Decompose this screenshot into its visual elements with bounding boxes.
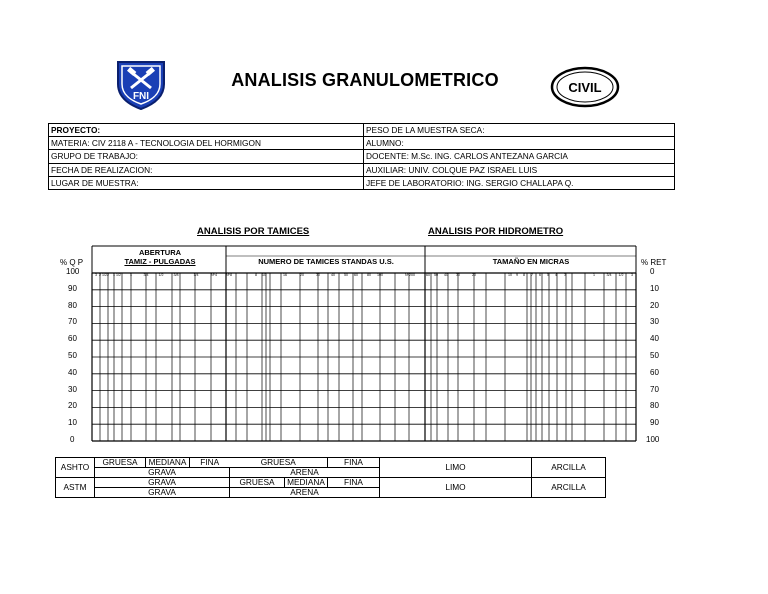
numero-tick-label: 10 (262, 273, 266, 277)
left-tick-label: 40 (68, 367, 77, 377)
left-tick-label: 90 (68, 283, 77, 293)
micras-tick-label: 3 (564, 273, 566, 277)
astm-grava-label: GRAVA (95, 488, 230, 498)
info-cell-alumno: ALUMNO: (364, 137, 675, 150)
micras-tick-label: 30 (456, 273, 460, 277)
ashto-grava-fina: FINA (190, 458, 230, 468)
right-tick-label: 30 (650, 317, 659, 327)
right-tick-label: 20 (650, 300, 659, 310)
numero-tick-label: 40 (331, 273, 335, 277)
right-tick-label: 100 (646, 435, 660, 444)
ashto-limo: LIMO (380, 458, 532, 478)
ashto-arena-label: ARENA (230, 468, 380, 478)
info-cell-docente: DOCENTE: M.Sc. ING. CARLOS ANTEZANA GARCIA (364, 150, 675, 163)
ashto-arena-gruesa: GRUESA (230, 458, 328, 468)
numero-tick-label: 30 (316, 273, 320, 277)
pulgadas-tick-label: 1/4 (193, 273, 199, 277)
left-tick-label: 30 (68, 384, 77, 394)
right-tick-label: 50 (650, 351, 659, 360)
left-tick-label: 80 (68, 300, 77, 310)
ashto-label: ASHTO (56, 458, 95, 478)
abertura-line2: TAMIZ - PULGADAS (124, 257, 196, 266)
micras-tick-label: 1/2 (618, 273, 624, 277)
astm-arena-fina: FINA (328, 478, 380, 488)
info-cell-peso: PESO DE LA MUESTRA SECA: (364, 124, 675, 137)
left-tick-label: 60 (68, 334, 77, 344)
ashto-grava-gruesa: GRUESA (95, 458, 146, 468)
info-cell-fecha: FECHA DE REALIZACION: (49, 163, 364, 176)
astm-grava: GRAVA (95, 478, 230, 488)
info-cell-proyecto: PROYECTO: (49, 124, 364, 137)
right-tick-label: 40 (650, 334, 659, 344)
right-tick-label: 60 (650, 367, 659, 377)
right-tick-label: 90 (650, 418, 659, 428)
numero-tick-label: 20 (300, 273, 304, 277)
numero-header: NUMERO DE TAMICES STANDAS U.S. (258, 257, 394, 266)
pulgadas-tick-label: 3/4 (143, 273, 149, 277)
astm-arena-mediana: MEDIANA (285, 478, 328, 488)
right-tick-label: 70 (650, 384, 659, 394)
right-tick-label: 80 (650, 401, 659, 411)
info-cell-auxiliar: AUXILIAR: UNIV. COLQUE PAZ ISRAEL LUIS (364, 163, 675, 176)
pulgadas-tick-label: 2 (107, 273, 109, 277)
micras-header: TAMAÑO EN MICRAS (492, 257, 570, 266)
astm-arena-label: ARENA (230, 488, 380, 498)
numero-tick-label: 16 (283, 273, 287, 277)
pulgadas-tick-label: Nº4 (211, 273, 217, 277)
classification-table (55, 457, 606, 498)
numero-tick-label: 80 (367, 273, 371, 277)
astm-arcilla: ARCILLA (532, 478, 606, 498)
right-tick-label: 10 (650, 283, 659, 293)
civil-logo-text: CIVIL (568, 80, 602, 95)
pulgadas-tick-label: 3/8 (173, 273, 179, 277)
ashto-arcilla: ARCILLA (532, 458, 606, 478)
micras-tick-label: 1 (593, 273, 595, 277)
micras-tick-label: 5 (547, 273, 549, 277)
fni-logo-text: FNI (132, 91, 150, 102)
hidrometro-title: ANALISIS POR HIDROMETRO (428, 226, 564, 237)
numero-tick-label: 8 (255, 273, 257, 277)
page-title: ANALISIS GRANULOMETRICO (231, 70, 499, 90)
numero-tick-label: Nº8 (226, 273, 232, 277)
micras-tick-label: 40 (444, 273, 448, 277)
info-cell-lugar: LUGAR DE MUESTRA: (49, 176, 364, 189)
pulgadas-tick-label: 1/2 (158, 273, 164, 277)
pulgadas-tick-label: 1 1/2 (113, 273, 121, 277)
micras-tick-label: 20 (472, 273, 476, 277)
micras-tick-label: 6 (539, 273, 541, 277)
ashto-grava-mediana: MEDIANA (146, 458, 190, 468)
numero-tick-label: 60 (354, 273, 358, 277)
ashto-grava-label: GRAVA (95, 468, 230, 478)
left-axis-label: % Q P (60, 258, 84, 267)
micras-tick-label: 50 (434, 273, 438, 277)
astm-limo: LIMO (380, 478, 532, 498)
left-tick-label: 10 (68, 418, 77, 428)
numero-tick-label: 50 (344, 273, 348, 277)
left-tick-label: 50 (68, 351, 77, 360)
right-tick-label: 0 (650, 267, 655, 276)
micras-tick-label: 10 (508, 273, 512, 277)
right-axis-label: % RET (641, 258, 667, 267)
numero-tick-label: 100 (377, 273, 383, 277)
tamices-title: ANALISIS POR TAMICES (197, 226, 310, 237)
info-cell-materia: MATERIA: CIV 2118 A - TECNOLOGIA DEL HORMIGON (49, 137, 364, 150)
left-tick-label: 70 (68, 317, 77, 327)
abertura-line1: ABERTURA (138, 248, 182, 257)
numero-tick-label: Nº200 (405, 273, 415, 277)
info-cell-grupo: GRUPO DE TRABAJO: (49, 150, 364, 163)
left-tick-label: 20 (68, 401, 77, 411)
micras-tick-label: 3 (631, 273, 633, 277)
left-tick-label: 0 (70, 435, 75, 444)
micras-tick-label: 3/4 (606, 273, 612, 277)
pulgadas-tick-label: 2 1/2 (99, 273, 107, 277)
pulgadas-tick-label: 1 (130, 273, 132, 277)
micras-tick-label: 60 (426, 273, 430, 277)
pulgadas-tick-label: 3 (95, 273, 97, 277)
astm-label: ASTM (56, 478, 95, 498)
micras-tick-label: 4 (555, 273, 557, 277)
ashto-arena-fina: FINA (328, 458, 380, 468)
astm-arena-gruesa: GRUESA (230, 478, 285, 488)
micras-tick-label: 9 (516, 273, 518, 277)
info-cell-jefe: JEFE DE LABORATORIO: ING. SERGIO CHALLAPA Q. (364, 176, 675, 189)
micras-tick-label: 8 (523, 273, 525, 277)
micras-tick-label: 7 (531, 273, 533, 277)
left-tick-label: 100 (66, 267, 80, 276)
